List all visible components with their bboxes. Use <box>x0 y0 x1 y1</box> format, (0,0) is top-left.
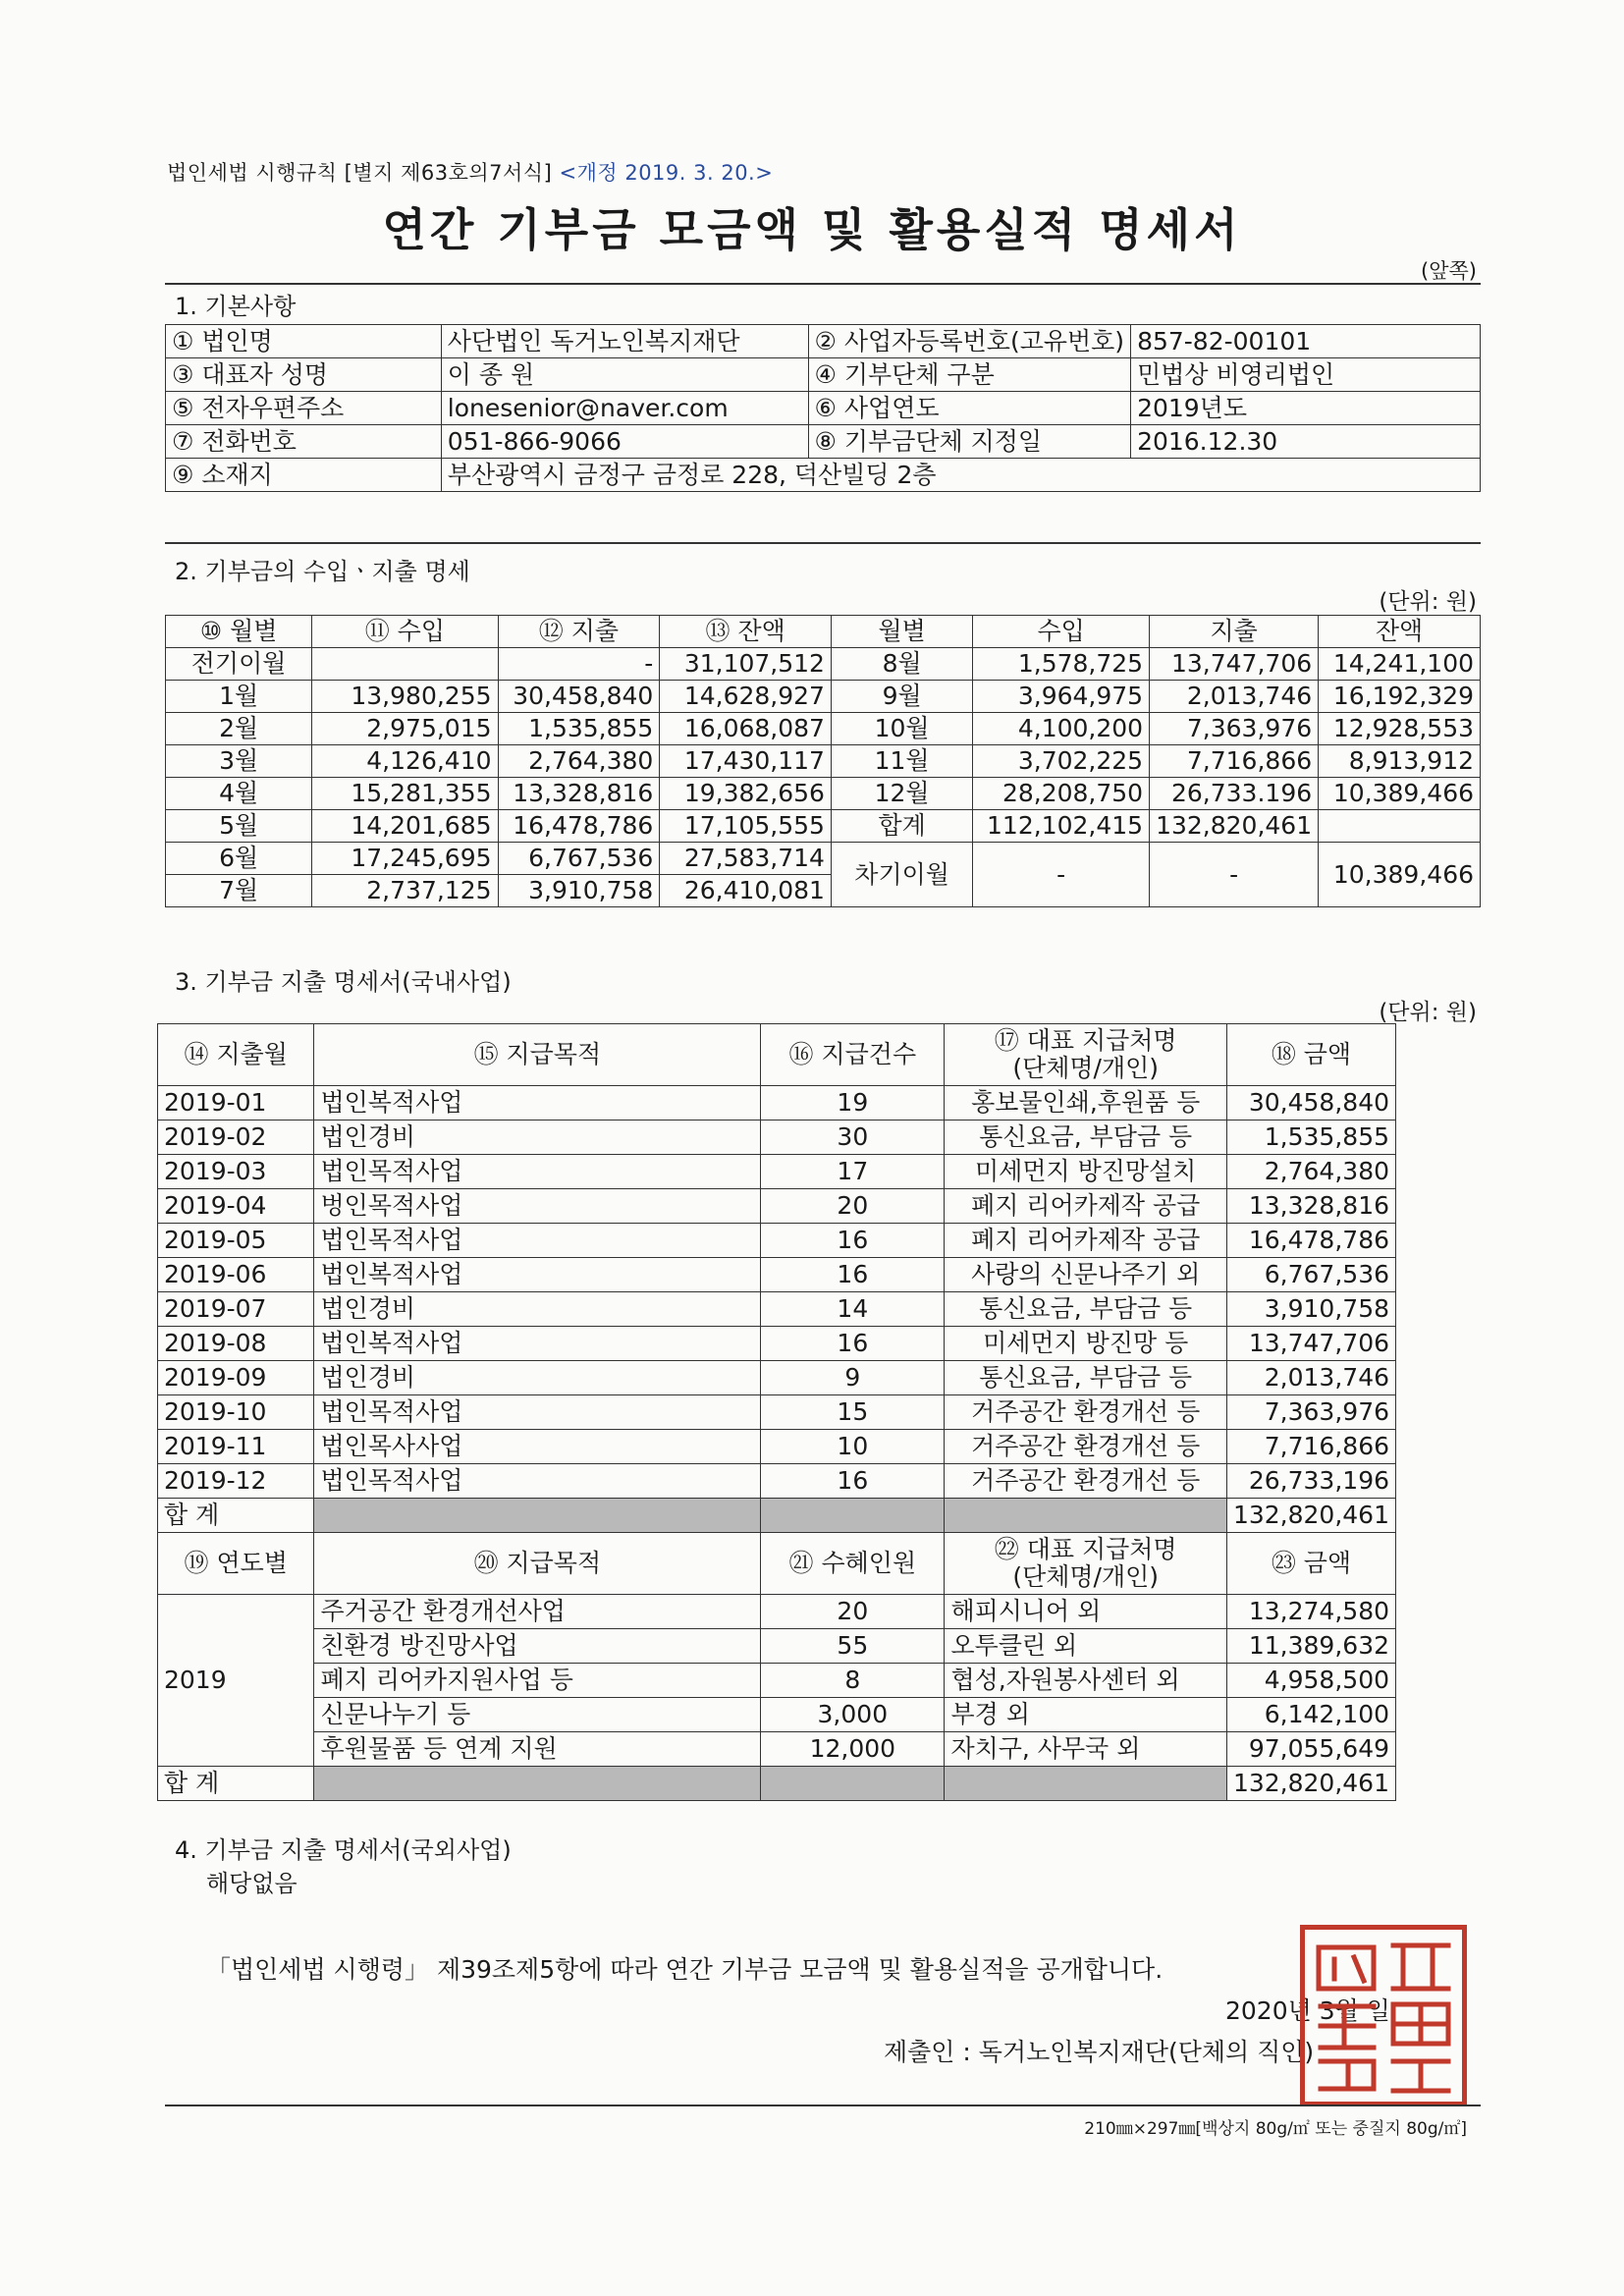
month-cell: 2019-12 <box>158 1464 314 1499</box>
count-cell: 16 <box>761 1258 945 1292</box>
recipient-cell: 통신요금, 부담금 등 <box>945 1292 1226 1327</box>
purpose-cell: 법인목적사업 <box>314 1155 761 1189</box>
count-cell: 16 <box>761 1224 945 1258</box>
field-value: 이 종 원 <box>441 358 808 392</box>
income-row <box>166 745 1481 778</box>
expense-cell: 6,767,536 <box>498 843 660 875</box>
paper-spec: 210㎜×297㎜[백상지 80g/㎡ 또는 중질지 80g/㎡] <box>1084 2119 1467 2139</box>
month-cell: 2019-06 <box>158 1258 314 1292</box>
month-cell: 2019-02 <box>158 1121 314 1155</box>
month-cell: 합계 <box>831 810 972 843</box>
income-header-row <box>166 616 1481 648</box>
month-cell: 2019-07 <box>158 1292 314 1327</box>
amount-cell: 13,274,580 <box>1226 1595 1395 1629</box>
month-cell: 9월 <box>831 681 972 713</box>
amount-cell: 13,328,816 <box>1226 1189 1395 1224</box>
recipient-cell: 해피시니어 외 <box>945 1595 1226 1629</box>
purpose-cell: 법인경비 <box>314 1361 761 1395</box>
expense-cell: 13,747,706 <box>1150 648 1319 681</box>
month-cell: 6월 <box>166 843 312 875</box>
count-cell: 20 <box>761 1189 945 1224</box>
month-cell: 2019-10 <box>158 1395 314 1430</box>
balance-cell: 14,628,927 <box>660 681 832 713</box>
column-header: ⑱ 금액 <box>1226 1024 1395 1086</box>
total-amount: 132,820,461 <box>1226 1499 1395 1533</box>
purpose-cell: 친환경 방진망사업 <box>314 1629 761 1664</box>
revision-date: <개정 2019. 3. 20.> <box>559 161 774 185</box>
column-header: ㉑ 수혜인원 <box>761 1533 945 1595</box>
recipient-cell: 거주공간 환경개선 등 <box>945 1464 1226 1499</box>
balance-cell: 31,107,512 <box>660 648 832 681</box>
domestic-row <box>158 1121 1396 1155</box>
income-cell: 15,281,355 <box>312 778 498 810</box>
field-label: ⑤ 전자우편주소 <box>166 392 442 425</box>
domestic-row <box>158 1155 1396 1189</box>
recipient-cell: 홍보물인쇄,후원품 등 <box>945 1086 1226 1121</box>
month-cell: 2019-09 <box>158 1361 314 1395</box>
income-cell: 2,975,015 <box>312 713 498 745</box>
month-cell: 10월 <box>831 713 972 745</box>
yearly-row <box>158 1664 1396 1698</box>
column-header: ⑫ 지출 <box>498 616 660 648</box>
amount-cell: 1,535,855 <box>1226 1121 1395 1155</box>
field-value: 2019년도 <box>1131 392 1481 425</box>
domestic-expense-table <box>157 1023 1396 1801</box>
column-header <box>945 1533 1226 1595</box>
header-line: ⑰ 대표 지급처명 <box>994 1026 1177 1055</box>
domestic-row <box>158 1430 1396 1464</box>
column-header: ⑬ 잔액 <box>660 616 832 648</box>
purpose-cell: 법인경비 <box>314 1292 761 1327</box>
balance-cell: 16,192,329 <box>1319 681 1481 713</box>
count-cell: 16 <box>761 1464 945 1499</box>
count-cell: 17 <box>761 1155 945 1189</box>
total-filler <box>314 1499 761 1533</box>
total-filler <box>945 1499 1226 1533</box>
yearly-row <box>158 1698 1396 1732</box>
basic-info-row <box>166 325 1481 358</box>
field-label: ⑨ 소재지 <box>166 459 442 492</box>
month-cell: 2월 <box>166 713 312 745</box>
month-cell: 3월 <box>166 745 312 778</box>
legal-form-ref: 법인세법 시행규칙 [별지 제63호의7서식] <box>167 161 553 185</box>
purpose-cell: 주거공간 환경개선사업 <box>314 1595 761 1629</box>
recipient-cell: 부경 외 <box>945 1698 1226 1732</box>
expense-cell: 7,716,866 <box>1150 745 1319 778</box>
expense-cell: 2,764,380 <box>498 745 660 778</box>
header-line: (단체명/개인) <box>1012 1054 1160 1082</box>
balance-cell: 12,928,553 <box>1319 713 1481 745</box>
expense-cell: 30,458,840 <box>498 681 660 713</box>
recipient-cell: 미세먼지 방진망 등 <box>945 1327 1226 1361</box>
column-header: 월별 <box>831 616 972 648</box>
yearly-header-row <box>158 1533 1396 1595</box>
field-label: ③ 대표자 성명 <box>166 358 442 392</box>
income-cell: 4,126,410 <box>312 745 498 778</box>
purpose-cell: 벙인목적사업 <box>314 1189 761 1224</box>
field-label: ④ 기부단체 구분 <box>808 358 1131 392</box>
beneficiaries-cell: 3,000 <box>761 1698 945 1732</box>
balance-cell: 17,430,117 <box>660 745 832 778</box>
beneficiaries-cell: 55 <box>761 1629 945 1664</box>
income-row <box>166 810 1481 843</box>
page-side-label: (앞쪽) <box>1421 259 1477 283</box>
recipient-cell: 통신요금, 부담금 등 <box>945 1361 1226 1395</box>
amount-cell: 2,013,746 <box>1226 1361 1395 1395</box>
total-label: 합 계 <box>158 1499 314 1533</box>
balance-cell: 10,389,466 <box>1319 778 1481 810</box>
field-label: ⑧ 기부금단체 지정일 <box>808 425 1131 459</box>
amount-cell: 2,764,380 <box>1226 1155 1395 1189</box>
income-row <box>166 713 1481 745</box>
balance-cell: 17,105,555 <box>660 810 832 843</box>
amount-cell: 97,055,649 <box>1226 1732 1395 1767</box>
column-header: ⑮ 지급목적 <box>314 1024 761 1086</box>
balance-cell: 19,382,656 <box>660 778 832 810</box>
yearly-total-row <box>158 1767 1396 1801</box>
amount-cell: 7,363,976 <box>1226 1395 1395 1430</box>
domestic-unit: (단위: 원) <box>1379 1000 1477 1025</box>
amount-cell: 4,958,500 <box>1226 1664 1395 1698</box>
column-header: 지출 <box>1150 616 1319 648</box>
column-header: 잔액 <box>1319 616 1481 648</box>
total-label: 합 계 <box>158 1767 314 1801</box>
domestic-row <box>158 1395 1396 1430</box>
count-cell: 19 <box>761 1086 945 1121</box>
total-filler <box>761 1767 945 1801</box>
month-cell: 7월 <box>166 875 312 907</box>
basic-info-table <box>165 324 1481 492</box>
month-cell: 4월 <box>166 778 312 810</box>
amount-cell: 16,478,786 <box>1226 1224 1395 1258</box>
amount-cell: 6,142,100 <box>1226 1698 1395 1732</box>
income-cell: 112,102,415 <box>973 810 1150 843</box>
purpose-cell: 폐지 리어카지원사업 등 <box>314 1664 761 1698</box>
month-cell: 1월 <box>166 681 312 713</box>
count-cell: 30 <box>761 1121 945 1155</box>
domestic-row <box>158 1224 1396 1258</box>
beneficiaries-cell: 12,000 <box>761 1732 945 1767</box>
income-cell: 4,100,200 <box>973 713 1150 745</box>
basic-info-row <box>166 358 1481 392</box>
total-filler <box>314 1767 761 1801</box>
recipient-cell: 통신요금, 부담금 등 <box>945 1121 1226 1155</box>
purpose-cell: 법인복적사업 <box>314 1258 761 1292</box>
amount-cell: 11,389,632 <box>1226 1629 1395 1664</box>
balance-cell: 27,583,714 <box>660 843 832 875</box>
total-amount: 132,820,461 <box>1226 1767 1395 1801</box>
domestic-total-row <box>158 1499 1396 1533</box>
column-header <box>945 1024 1226 1086</box>
field-label: ② 사업자등록번호(고유번호) <box>808 325 1131 358</box>
income-cell: 13,980,255 <box>312 681 498 713</box>
month-cell: 12월 <box>831 778 972 810</box>
count-cell: 9 <box>761 1361 945 1395</box>
official-seal-stamp <box>1300 1925 1467 2106</box>
income-unit: (단위: 원) <box>1379 589 1477 615</box>
recipient-cell: 사랑의 신문나주기 외 <box>945 1258 1226 1292</box>
section-basic-title: 1. 기본사항 <box>175 293 297 320</box>
expense-cell: 13,328,816 <box>498 778 660 810</box>
domestic-row <box>158 1189 1396 1224</box>
income-row <box>166 778 1481 810</box>
field-label: ① 법인명 <box>166 325 442 358</box>
count-cell: 10 <box>761 1430 945 1464</box>
purpose-cell: 법인경비 <box>314 1121 761 1155</box>
column-header: 수입 <box>973 616 1150 648</box>
income-cell: 1,578,725 <box>973 648 1150 681</box>
domestic-row <box>158 1258 1396 1292</box>
income-cell: 17,245,695 <box>312 843 498 875</box>
basic-info-row <box>166 425 1481 459</box>
recipient-cell: 폐지 리어카제작 공급 <box>945 1224 1226 1258</box>
income-cell <box>312 648 498 681</box>
amount-cell: 30,458,840 <box>1226 1086 1395 1121</box>
income-row <box>166 843 1481 875</box>
column-header: ⑲ 연도별 <box>158 1533 314 1595</box>
balance-cell: 14,241,100 <box>1319 648 1481 681</box>
beneficiaries-cell: 8 <box>761 1664 945 1698</box>
month-cell: 2019-11 <box>158 1430 314 1464</box>
submitter: 제출인 : 독거노인복지재단(단체의 직인) <box>884 2038 1315 2066</box>
column-header: ⑭ 지출월 <box>158 1024 314 1086</box>
expense-cell: 2,013,746 <box>1150 681 1319 713</box>
total-filler <box>945 1767 1226 1801</box>
field-value: 부산광역시 금정구 금정로 228, 덕산빌딩 2층 <box>441 459 1480 492</box>
month-cell: 2019-08 <box>158 1327 314 1361</box>
balance-cell <box>1319 810 1481 843</box>
purpose-cell: 법인목적사업 <box>314 1224 761 1258</box>
field-label: ⑥ 사업연도 <box>808 392 1131 425</box>
amount-cell: 26,733,196 <box>1226 1464 1395 1499</box>
income-cell: 2,737,125 <box>312 875 498 907</box>
purpose-cell: 법인목사사업 <box>314 1430 761 1464</box>
page-title: 연간 기부금 모금액 및 활용실적 명세서 <box>382 203 1242 256</box>
expense-cell: - <box>498 648 660 681</box>
field-value: 857-82-00101 <box>1131 325 1481 358</box>
balance-cell: 16,068,087 <box>660 713 832 745</box>
recipient-cell: 오투클린 외 <box>945 1629 1226 1664</box>
expense-cell: 7,363,976 <box>1150 713 1319 745</box>
amount-cell: 6,767,536 <box>1226 1258 1395 1292</box>
purpose-cell: 법인복적사업 <box>314 1327 761 1361</box>
column-header: ⑪ 수입 <box>312 616 498 648</box>
carry-income: - <box>973 843 1150 907</box>
domestic-row <box>158 1464 1396 1499</box>
domestic-row <box>158 1292 1396 1327</box>
income-expense-table <box>165 615 1481 907</box>
count-cell: 14 <box>761 1292 945 1327</box>
beneficiaries-cell: 20 <box>761 1595 945 1629</box>
basic-info-row <box>166 392 1481 425</box>
overseas-note: 해당없음 <box>206 1870 298 1897</box>
column-header: ⑯ 지급건수 <box>761 1024 945 1086</box>
yearly-row <box>158 1629 1396 1664</box>
section-overseas-title: 4. 기부금 지출 명세서(국외사업) <box>175 1836 512 1864</box>
income-cell: 28,208,750 <box>973 778 1150 810</box>
field-value: 사단법인 독거노인복지재단 <box>441 325 808 358</box>
domestic-row <box>158 1327 1396 1361</box>
purpose-cell: 법인목적사업 <box>314 1464 761 1499</box>
recipient-cell: 협성,자원봉사센터 외 <box>945 1664 1226 1698</box>
month-cell: 11월 <box>831 745 972 778</box>
yearly-row <box>158 1595 1396 1629</box>
yearly-row <box>158 1732 1396 1767</box>
domestic-header-row <box>158 1024 1396 1086</box>
field-label: ⑦ 전화번호 <box>166 425 442 459</box>
month-cell: 전기이월 <box>166 648 312 681</box>
purpose-cell: 신문나누기 등 <box>314 1698 761 1732</box>
purpose-cell: 법인복적사업 <box>314 1086 761 1121</box>
balance-cell: 8,913,912 <box>1319 745 1481 778</box>
recipient-cell: 거주공간 환경개선 등 <box>945 1430 1226 1464</box>
expense-cell: 3,910,758 <box>498 875 660 907</box>
domestic-row <box>158 1086 1396 1121</box>
month-cell: 2019-05 <box>158 1224 314 1258</box>
amount-cell: 3,910,758 <box>1226 1292 1395 1327</box>
legal-reference <box>167 157 773 187</box>
carry-expense: - <box>1150 843 1319 907</box>
count-cell: 16 <box>761 1327 945 1361</box>
carry-over-label: 차기이월 <box>831 843 972 907</box>
expense-cell: 132,820,461 <box>1150 810 1319 843</box>
month-cell: 2019-01 <box>158 1086 314 1121</box>
income-cell: 3,964,975 <box>973 681 1150 713</box>
balance-cell: 26,410,081 <box>660 875 832 907</box>
submission-date: 2020년 3월 일 <box>1225 1996 1390 2025</box>
section-domestic-title: 3. 기부금 지출 명세서(국내사업) <box>175 968 512 996</box>
domestic-row <box>158 1361 1396 1395</box>
seal-icon <box>1305 1930 1462 2102</box>
purpose-cell: 후원물품 등 연계 지원 <box>314 1732 761 1767</box>
field-value: 민법상 비영리법인 <box>1131 358 1481 392</box>
header-line: (단체명/개인) <box>1012 1562 1160 1591</box>
amount-cell: 7,716,866 <box>1226 1430 1395 1464</box>
income-row <box>166 681 1481 713</box>
month-cell: 8월 <box>831 648 972 681</box>
income-row <box>166 648 1481 681</box>
basic-location-row <box>166 459 1481 492</box>
expense-cell: 16,478,786 <box>498 810 660 843</box>
income-cell: 3,702,225 <box>973 745 1150 778</box>
amount-cell: 13,747,706 <box>1226 1327 1395 1361</box>
recipient-cell: 폐지 리어카제작 공급 <box>945 1189 1226 1224</box>
header-line: ㉒ 대표 지급처명 <box>994 1535 1177 1563</box>
field-value: 051-866-9066 <box>441 425 808 459</box>
expense-cell: 26,733.196 <box>1150 778 1319 810</box>
column-header: ㉓ 금액 <box>1226 1533 1395 1595</box>
month-cell: 2019-04 <box>158 1189 314 1224</box>
carry-balance: 10,389,466 <box>1319 843 1481 907</box>
disclosure-statement: 「법인세법 시행령」 제39조제5항에 따라 연간 기부금 모금액 및 활용실적을 공개합니다. <box>206 1955 1164 1984</box>
field-value: lonesenior@naver.com <box>441 392 808 425</box>
section-income-title: 2. 기부금의 수입ㆍ지출 명세 <box>175 558 470 585</box>
recipient-cell: 거주공간 환경개선 등 <box>945 1395 1226 1430</box>
recipient-cell: 미세먼지 방진망설치 <box>945 1155 1226 1189</box>
purpose-cell: 법인목적사업 <box>314 1395 761 1430</box>
count-cell: 15 <box>761 1395 945 1430</box>
expense-cell: 1,535,855 <box>498 713 660 745</box>
income-cell: 14,201,685 <box>312 810 498 843</box>
column-header: ⑳ 지급목적 <box>314 1533 761 1595</box>
month-cell: 5월 <box>166 810 312 843</box>
year-cell: 2019 <box>158 1595 314 1767</box>
recipient-cell: 자치구, 사무국 외 <box>945 1732 1226 1767</box>
column-header: ⑩ 월별 <box>166 616 312 648</box>
total-filler <box>761 1499 945 1533</box>
month-cell: 2019-03 <box>158 1155 314 1189</box>
field-value: 2016.12.30 <box>1131 425 1481 459</box>
